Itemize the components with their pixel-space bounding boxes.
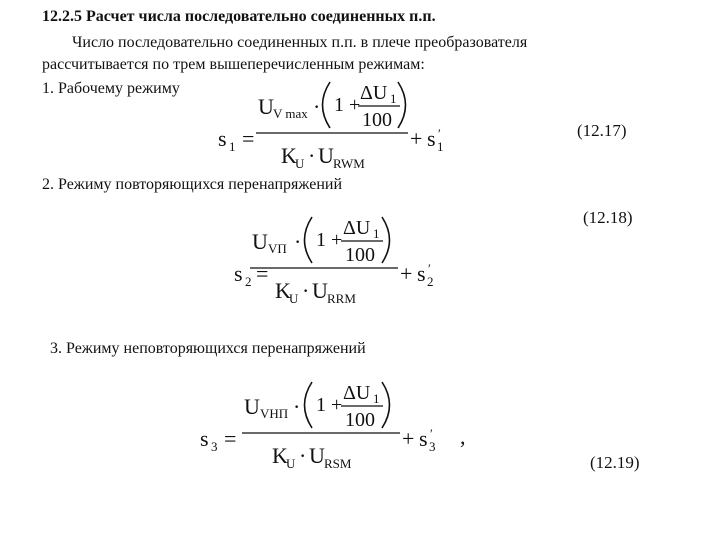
numerator-var: U [258, 94, 274, 119]
lhs-sub: 3 [211, 439, 218, 454]
hundred: 100 [362, 109, 392, 131]
item-2-label: 2. Режиму повторяющихся перенапряжений [42, 176, 342, 193]
numerator-var: U [244, 394, 260, 419]
tail-var: s [419, 426, 428, 451]
lhs-var: s [218, 126, 227, 151]
hundred: 100 [345, 244, 375, 266]
delta-sub: 1 [373, 226, 380, 241]
numerator-var: U [252, 229, 268, 254]
den-u: U [312, 278, 328, 303]
left-paren [305, 382, 313, 428]
tail-sub: 3 [429, 439, 436, 454]
den-u: U [309, 443, 325, 468]
equals-sign: = [224, 426, 237, 451]
delta-u: ΔU [343, 217, 371, 239]
den-k: K [275, 278, 291, 303]
numerator-sub: VНП [260, 406, 289, 421]
equals-sign: = [256, 261, 269, 286]
mult-dot: · [293, 394, 301, 419]
numerator-sub: V max [273, 106, 308, 121]
tail-prime: ′ [428, 261, 431, 276]
item-3-label: 3. Режиму неповторяющихся перенапряжений [50, 340, 366, 357]
tail-var: s [417, 261, 426, 286]
one-plus: 1 + [316, 229, 343, 251]
section-heading: 12.2.5 Расчет числа последовательно соединенных п.п. [42, 8, 436, 25]
one-plus: 1 + [334, 94, 361, 116]
right-paren [382, 382, 390, 428]
hundred: 100 [345, 409, 375, 431]
den-k: K [272, 443, 288, 468]
den-dot: · [302, 278, 310, 303]
den-k-sub: U [295, 156, 305, 171]
intro-line-1: Число последовательно соединенных п.п. в плече преобразователя [72, 34, 528, 51]
tail-prime: ′ [438, 126, 441, 141]
den-dot: · [299, 443, 307, 468]
den-k: K [281, 143, 297, 168]
delta-u: ΔU [343, 382, 371, 404]
mult-dot: · [294, 229, 302, 254]
numerator-sub: VП [268, 241, 287, 256]
plus-sign: + [402, 426, 415, 451]
equation-number-12-17: (12.17) [577, 121, 627, 140]
item-1-label: 1. Рабочему режиму [42, 80, 180, 97]
den-u: U [318, 143, 334, 168]
lhs-var: s [200, 426, 209, 451]
lhs-sub: 1 [229, 139, 236, 154]
den-k-sub: U [286, 456, 296, 471]
delta-sub: 1 [373, 391, 380, 406]
mult-dot: · [313, 94, 321, 119]
lhs-sub: 2 [245, 274, 252, 289]
tail-var: s [427, 126, 436, 151]
delta-u: ΔU [360, 82, 388, 104]
den-u-sub: RWM [333, 156, 365, 171]
one-plus: 1 + [316, 394, 343, 416]
plus-sign: + [400, 261, 413, 286]
intro-line-2: рассчитывается по трем вышеперечисленным режимам: [42, 56, 425, 73]
equation-number-12-19: (12.19) [590, 453, 640, 472]
tail-sub: 2 [427, 274, 434, 289]
plus-sign: + [410, 126, 423, 151]
den-k-sub: U [289, 291, 299, 306]
trailing-comma: , [460, 424, 466, 449]
lhs-var: s [234, 261, 243, 286]
den-u-sub: RSM [324, 456, 352, 471]
den-u-sub: RRM [327, 291, 356, 306]
tail-sub: 1 [437, 139, 444, 154]
equation-number-12-18: (12.18) [583, 208, 633, 227]
den-dot: · [308, 143, 316, 168]
delta-sub: 1 [390, 91, 397, 106]
tail-prime: ′ [430, 426, 433, 441]
equals-sign: = [242, 126, 255, 151]
